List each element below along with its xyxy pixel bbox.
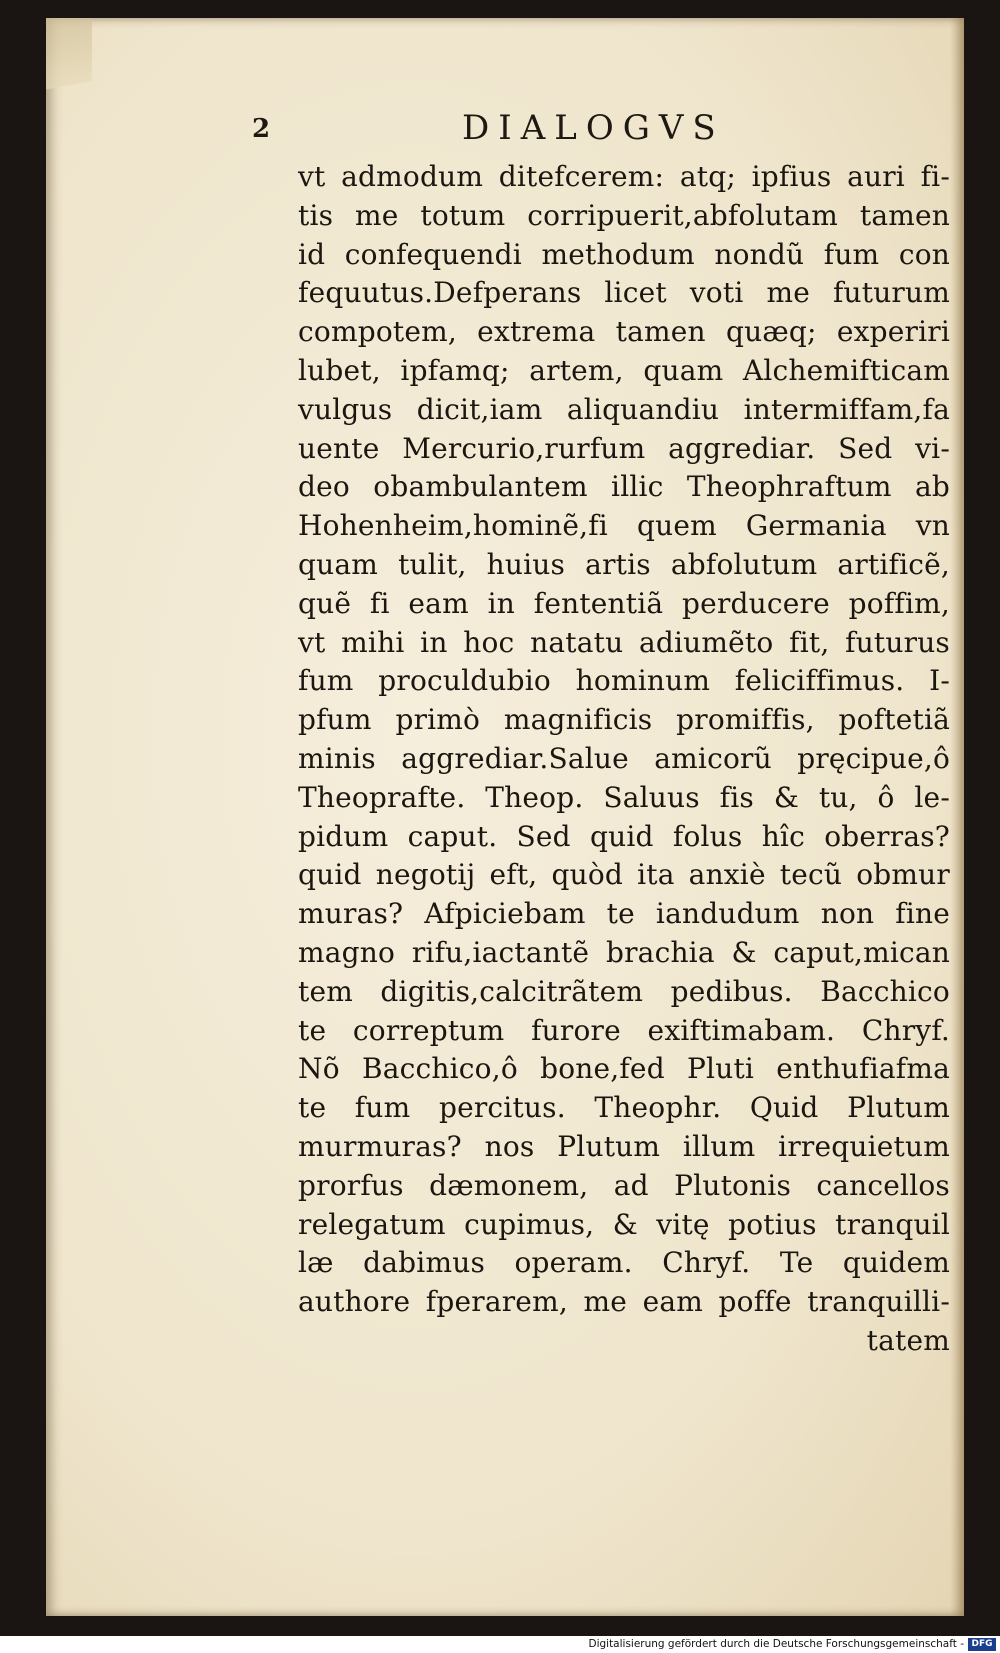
text-line: pidum caput. Sed quid folus hîc oberras? bbox=[298, 819, 950, 853]
text-line: minis aggrediar.Salue amicorũ pręcipue,ô bbox=[298, 741, 950, 775]
text-line: pfum primò magnificis promiffis, poftetiã bbox=[298, 703, 950, 737]
page-corner-fold bbox=[46, 18, 92, 128]
text-line: vt admodum ditefcerem: atq; ipfius auri fi- bbox=[298, 160, 950, 193]
text-line: te correptum furore exiftimabam. Chryf. bbox=[298, 1013, 950, 1047]
text-line: tem digitis,calcitrãtem pedibus. Bacchico bbox=[298, 974, 950, 1008]
page-number: 2 bbox=[252, 114, 271, 144]
dfg-logo: DFG bbox=[968, 1638, 996, 1651]
text-line: te fum percitus. Theophr. Quid Plutum bbox=[298, 1091, 950, 1125]
catchword: tatem bbox=[866, 1323, 950, 1357]
text-line: fum proculdubio hominum feliciffimus. I- bbox=[298, 664, 950, 698]
page-header bbox=[252, 108, 792, 148]
running-head: DIALOGVS bbox=[462, 108, 725, 148]
footer-credit-bar bbox=[0, 1636, 1000, 1653]
text-line: id confequendi methodum nondũ fum con bbox=[298, 237, 950, 271]
text-line: vulgus dicit,iam aliquandiu intermiffam,fa bbox=[298, 392, 950, 426]
text-line: uente Mercurio,rurfum aggrediar. Sed vi- bbox=[298, 431, 950, 465]
text-line: fequutus.Defperans licet voti me futurum bbox=[298, 276, 950, 310]
text-line: Hohenheim,hominẽ,fi quem Germania vn bbox=[298, 509, 950, 543]
text-line: prorfus dæmonem, ad Plutonis cancellos bbox=[298, 1168, 950, 1202]
funding-credit: Digitalisierung gefördert durch die Deutsche Forschungsgemeinschaft - bbox=[588, 1638, 964, 1650]
text-line: authore fperarem, me eam poffe tranquilli- bbox=[298, 1285, 950, 1319]
text-line: Theoprafte. Theop. Saluus fis & tu, ô le- bbox=[298, 780, 950, 814]
text-line: læ dabimus operam. Chryf. Te quidem bbox=[298, 1246, 950, 1280]
text-line: tis me totum corripuerit,abfolutam tamen bbox=[298, 198, 950, 232]
body-text bbox=[298, 158, 950, 1361]
text-line: muras? Afpiciebam te iandudum non fine bbox=[298, 897, 950, 931]
text-line: relegatum cupimus, & vitę potius tranquil bbox=[298, 1207, 950, 1241]
text-line: Nõ Bacchico,ô bone,fed Pluti enthufiafma bbox=[298, 1052, 950, 1086]
text-line: vt mihi in hoc natatu adiumẽto fit, futurus bbox=[298, 625, 950, 659]
text-line: murmuras? nos Plutum illum irrequietum bbox=[298, 1129, 950, 1163]
text-line: magno rifu,iactantẽ brachia & caput,mican bbox=[298, 935, 950, 969]
text-line: deo obambulantem illic Theophraftum ab bbox=[298, 470, 950, 504]
text-line: quid negotij eft, quòd ita anxiè tecũ obmur bbox=[298, 858, 950, 892]
text-line: compotem, extrema tamen quæq; experiri bbox=[298, 315, 950, 349]
text-line: quẽ fi eam in fententiã perducere poffim, bbox=[298, 586, 950, 620]
text-line: lubet, ipfamq; artem, quam Alchemifticam bbox=[298, 353, 950, 387]
text-line: quam tulit, huius artis abfolutum artificẽ, bbox=[298, 547, 950, 581]
page-edge-shadow bbox=[950, 18, 964, 1616]
